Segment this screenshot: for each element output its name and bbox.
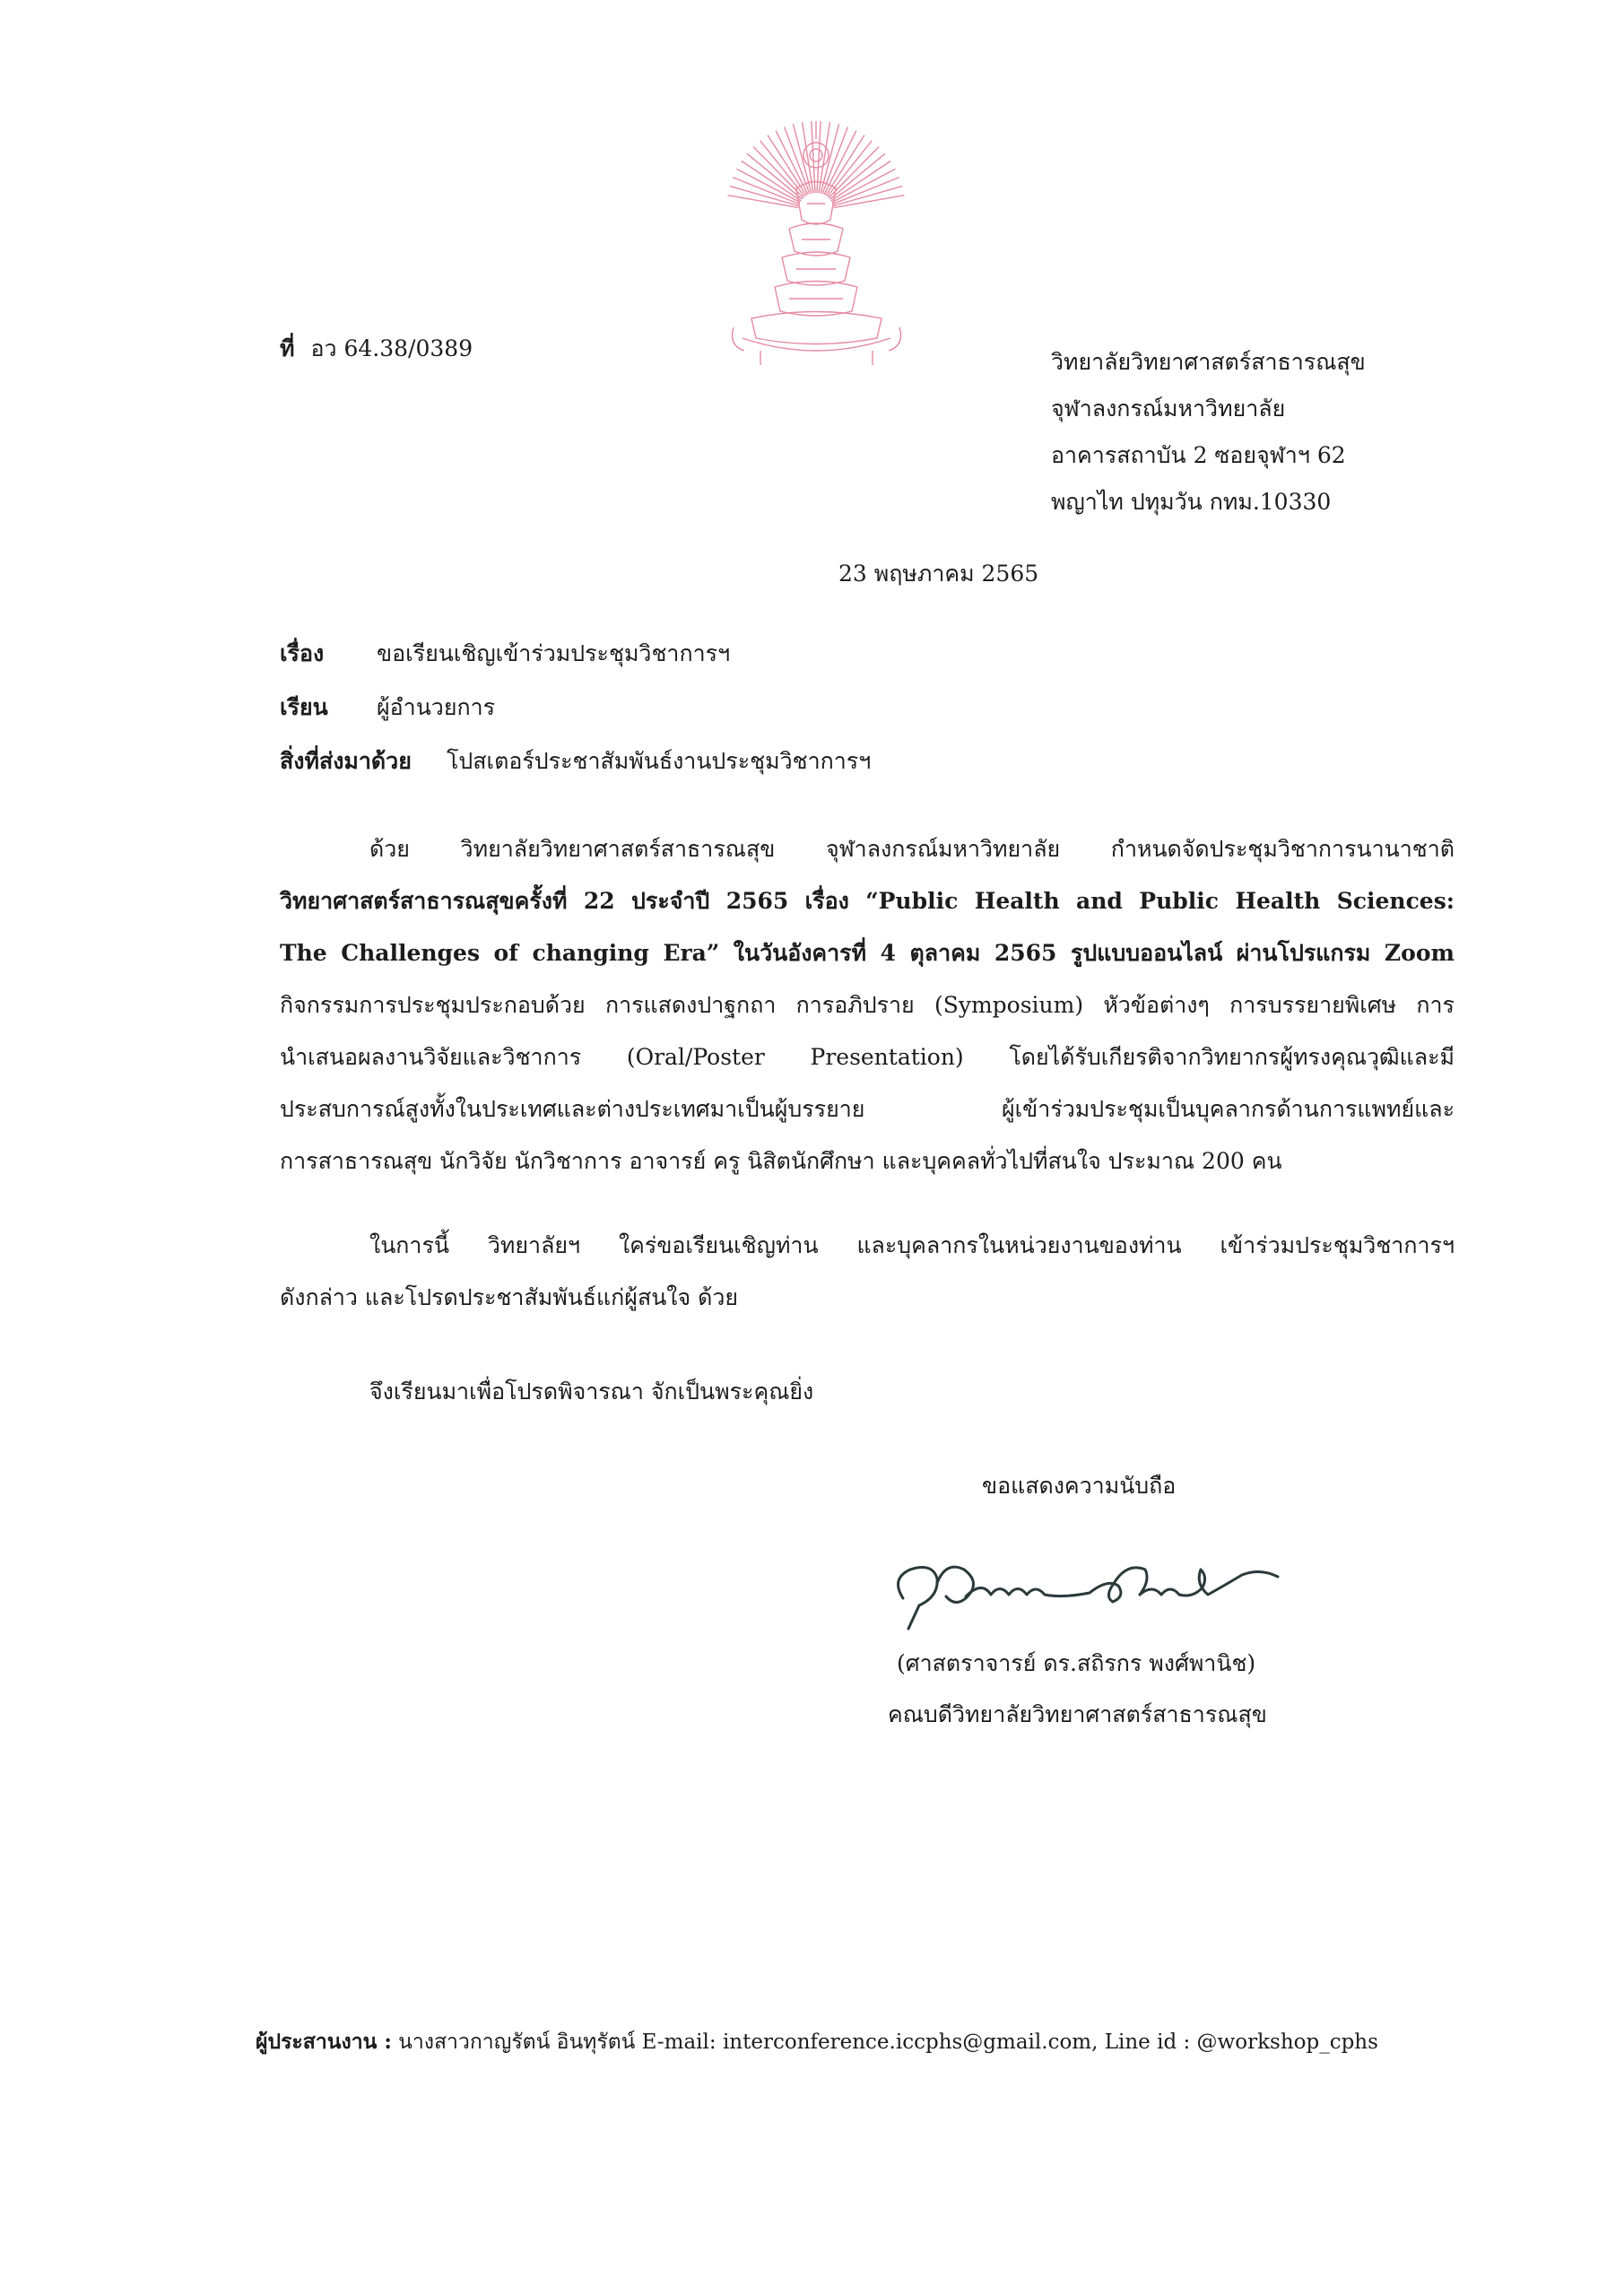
paragraph-line: กิจกรรมการประชุมประกอบด้วย การแสดงปาฐกถา การอภิปราย (Symposium) หัวข้อต่างๆ การบรรยายพิเศษ การ (280, 992, 1455, 1018)
paragraph-line: ด้วย วิทยาลัยวิทยาศาสตร์สาธารณสุข จุฬาลงกรณ์มหาวิทยาลัย กำหนดจัดประชุมวิชาการนานาชาติ (369, 836, 1455, 862)
enclosure-value: โปสเตอร์ประชาสัมพันธ์งานประชุมวิชาการฯ (447, 748, 872, 774)
document-number-label: ที่ (280, 335, 295, 361)
paragraph-line: ประสบการณ์สูงทั้งในประเทศและต่างประเทศมาเป็นผู้บรรยาย ผู้เข้าร่วมประชุมเป็นบุคลากรด้านการแพทย์และ (280, 1096, 1455, 1122)
university-emblem-icon (725, 103, 908, 372)
body-paragraph-2 (280, 1220, 1455, 1324)
letter-date: 23 พฤษภาคม 2565 (838, 561, 1039, 587)
recipient-value: ผู้อำนวยการ (377, 694, 496, 720)
address-line: จุฬาลงกรณ์มหาวิทยาลัย (1051, 396, 1286, 422)
paragraph-line: วิทยาศาสตร์สาธารณสุขครั้งที่ 22 ประจำปี 2565 เรื่อง “Public Health and Public Health Sciences: (280, 888, 1455, 914)
coordinator-label: ผู้ประสานงาน : (256, 2030, 392, 2054)
paragraph-line: การสาธารณสุข นักวิจัย นักวิชาการ อาจารย์ ครู นิสิตนักศึกษา และบุคคลทั่วไปที่สนใจ ประมาณ 200 คน (280, 1148, 1282, 1174)
paragraph-line: จึงเรียนมาเพื่อโปรดพิจารณา จักเป็นพระคุณยิ่ง (369, 1378, 814, 1405)
paragraph-line: ในการนี้ วิทยาลัยฯ ใคร่ขอเรียนเชิญท่าน และบุคลากรในหน่วยงานของท่าน เข้าร่วมประชุมวิชาการฯ (369, 1232, 1455, 1258)
enclosure-row (280, 739, 871, 784)
recipient-label: เรียน (280, 694, 328, 720)
address-line: อาคารสถาบัน 2 ซอยจุฬาฯ 62 (1051, 442, 1346, 468)
paragraph-line: นำเสนอผลงานวิจัยและวิชาการ (Oral/Poster Presentation) โดยได้รับเกียรติจากวิทยากรผู้ทรงคุณวุฒิและมี (280, 1044, 1455, 1070)
paragraph-line: The Challenges of changing Era” ในวันอังคารที่ 4 ตุลาคม 2565 รูปแบบออนไลน์ ผ่านโปรแกรม Zoom (280, 940, 1455, 966)
subject-label: เรื่อง (280, 640, 325, 666)
address-line: วิทยาลัยวิทยาศาสตร์สาธารณสุข (1051, 349, 1366, 375)
document-number-value: อว 64.38/0389 (310, 335, 473, 361)
paragraph-line: ดังกล่าว และโปรดประชาสัมพันธ์แก่ผู้สนใจ ด้วย (280, 1284, 739, 1310)
sender-address (1051, 339, 1366, 526)
document-number (280, 334, 473, 364)
coordinator-footer (256, 2027, 1378, 2057)
recipient-row (280, 685, 495, 730)
coordinator-contact: นางสาวกาญรัตน์ อินทุรัตน์ E-mail: interconference.iccphs@gmail.com, Line id : @workshop_cphs (398, 2031, 1378, 2054)
body-paragraph-1 (280, 823, 1455, 1187)
signatory-position: คณบดีวิทยาลัยวิทยาศาสตร์สาธารณสุข (888, 1701, 1267, 1727)
subject-row (280, 631, 730, 676)
signature-image (883, 1543, 1296, 1641)
signatory-name: (ศาสตราจารย์ ดร.สถิรกร พงศ์พานิช) (897, 1650, 1256, 1676)
subject-value: ขอเรียนเชิญเข้าร่วมประชุมวิชาการฯ (377, 640, 731, 666)
closing-greeting: ขอแสดงความนับถือ (982, 1473, 1177, 1499)
address-line: พญาไท ปทุมวัน กทม.10330 (1051, 489, 1332, 515)
enclosure-label: สิ่งที่ส่งมาด้วย (280, 748, 412, 774)
body-paragraph-3 (280, 1366, 1455, 1418)
